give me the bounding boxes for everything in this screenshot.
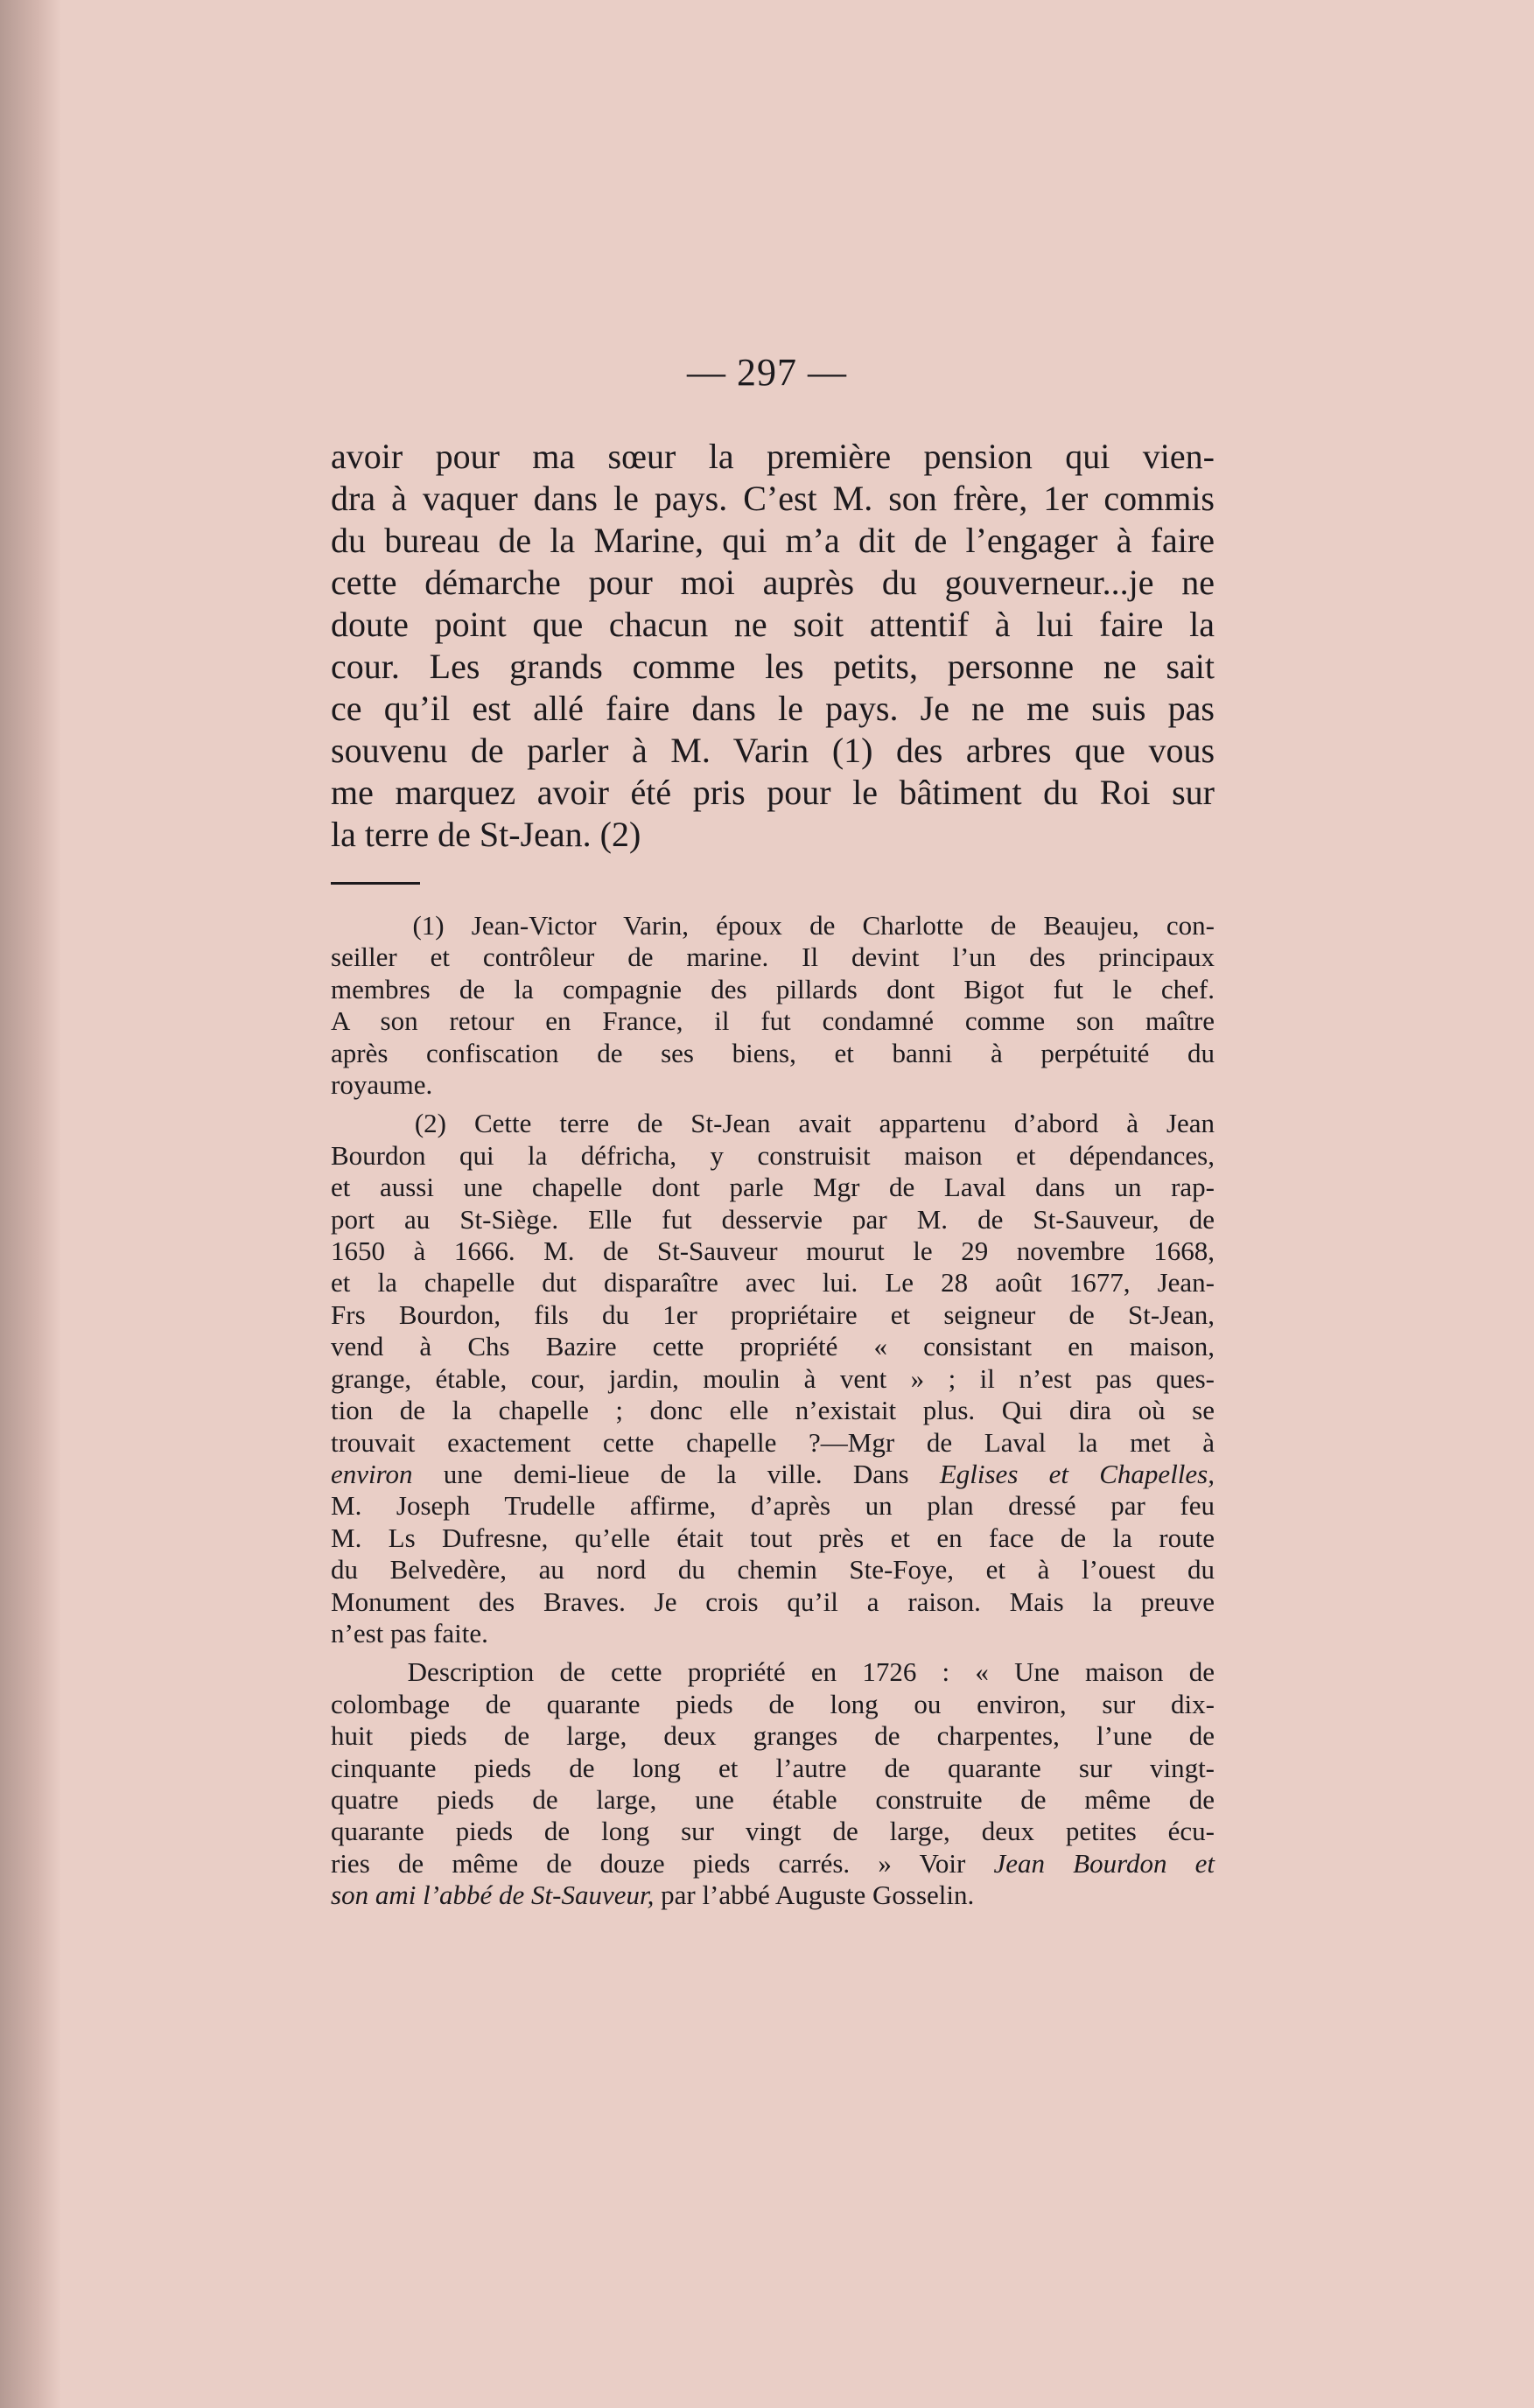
footnote-line xyxy=(331,910,1215,942)
footnote-line: et la chapelle dut disparaître avec lui. Le 28 août 1677, Jean- xyxy=(331,1267,1215,1298)
footnote-2 xyxy=(331,1108,1215,1649)
footnote-line: quatre pieds de large, une étable construite de même de xyxy=(331,1783,1215,1815)
footnote-line: quarante pieds de long sur vingt de large, deux petites écu- xyxy=(331,1816,1215,1847)
footnote-marker: (2) xyxy=(414,1108,447,1139)
footnote-line: 1650 à 1666. M. de St-Sauveur mourut le 29 novembre 1668, xyxy=(331,1236,1215,1267)
text-line: cette démarche pour moi auprès du gouverneur...je ne xyxy=(331,563,1215,602)
text-line: dra à vaquer dans le pays. C’est M. son frère, 1er commis xyxy=(331,479,1215,518)
book-title: Jean Bourdon et xyxy=(993,1847,1215,1879)
footnote-line: M. Joseph Trudelle affirme, d’après un plan dressé par feu xyxy=(331,1490,1215,1522)
footnote-line: huit pieds de large, deux granges de charpentes, l’une de xyxy=(331,1720,1215,1752)
footnote-line: trouvait exactement cette chapelle ?—Mgr de Laval la met à xyxy=(331,1426,1215,1458)
footnote-line: port au St-Siège. Elle fut desservie par M. de St-Sauveur, de xyxy=(331,1203,1215,1235)
footnote-line xyxy=(331,1108,1215,1139)
footnotes xyxy=(331,910,1215,1919)
text-line: me marquez avoir été pris pour le bâtiment du Roi sur xyxy=(331,773,1215,812)
footnote-text: ries de même de douze pieds carrés. » Voir xyxy=(331,1847,966,1879)
book-title: Eglises et Chapelles, xyxy=(939,1458,1215,1489)
footnote-text: Cette terre de St-Jean avait appartenu d’abord à Jean xyxy=(473,1108,1215,1139)
main-text xyxy=(331,436,1215,856)
text-fragment: des arbres que vous xyxy=(896,731,1215,770)
footnote-line: n’est pas faite. xyxy=(331,1617,488,1648)
footnote-line xyxy=(331,1459,1215,1490)
footnote-line: membres de la compagnie des pillards dont Bigot fut le chef. xyxy=(331,973,1215,1004)
footnote-line: A son retour en France, il fut condamné comme son maître xyxy=(331,1005,1215,1037)
footnote-text: Jean-Victor Varin, époux de Charlotte de Beaujeu, con- xyxy=(471,910,1215,941)
text-line-with-ref xyxy=(331,814,1215,856)
footnote-line xyxy=(331,1656,1215,1688)
italic-text: environ xyxy=(331,1458,413,1489)
footnote-line: seiller et contrôleur de marine. Il devint l’un des principaux xyxy=(331,942,1215,973)
footnote-text: par l’abbé Auguste Gosselin. xyxy=(654,1880,975,1911)
footnote-line: vend à Chs Bazire cette propriété « consistant en maison, xyxy=(331,1331,1215,1362)
text-line: cour. Les grands comme les petits, personne ne sait xyxy=(331,647,1215,686)
footnote-1 xyxy=(331,910,1215,1101)
footnote-marker: (1) xyxy=(412,910,445,941)
text-line: doute point que chacun ne soit attentif à lui faire la xyxy=(331,605,1215,644)
footnote-line: tion de la chapelle ; donc elle n’existait plus. Qui dira où se xyxy=(331,1395,1215,1426)
footnote-line: Frs Bourdon, fils du 1er propriétaire et seigneur de St-Jean, xyxy=(331,1298,1215,1330)
text-line: ce qu’il est allé faire dans le pays. Je ne me suis pas xyxy=(331,689,1215,728)
text-line: du bureau de la Marine, qui m’a dit de l’engager à faire xyxy=(331,521,1215,560)
book-title: son ami l’abbé de St-Sauveur, xyxy=(331,1880,655,1911)
footnote-line: Bourdon qui la défricha, y construisit maison et dépendances, xyxy=(331,1139,1215,1171)
footnote-line xyxy=(331,1880,1215,1911)
text-line-with-ref xyxy=(331,730,1215,772)
footnote-line: et aussi une chapelle dont parle Mgr de Laval dans un rap- xyxy=(331,1172,1215,1203)
footnote-line: grange, étable, cour, jardin, moulin à vent » ; il n’est pas ques- xyxy=(331,1362,1215,1394)
footnote-line: cinquante pieds de long et l’autre de quarante sur vingt- xyxy=(331,1752,1215,1783)
text-line: avoir pour ma sœur la première pension qui vien- xyxy=(331,437,1215,476)
text-fragment: souvenu de parler à M. Varin xyxy=(331,731,809,770)
footnote-line: royaume. xyxy=(331,1069,433,1101)
text-fragment: la terre de St-Jean. xyxy=(331,815,592,854)
footnote-text: Description de cette propriété en 1726 : « Une maison de xyxy=(407,1656,1215,1688)
footnote-line: Monument des Braves. Je crois qu’il a raison. Mais la preuve xyxy=(331,1586,1215,1617)
footnote-ref-1: (1) xyxy=(831,731,873,770)
footnote-ref-2: (2) xyxy=(599,815,641,854)
footnote-line: du Belvedère, au nord du chemin Ste-Foye, et à l’ouest du xyxy=(331,1554,1215,1586)
footnote-description xyxy=(331,1656,1215,1911)
footnote-line: après confiscation de ses biens, et banni à perpétuité du xyxy=(331,1037,1215,1068)
page-number: — 297 — xyxy=(687,351,847,394)
footnote-line: M. Ls Dufresne, qu’elle était tout près et en face de la route xyxy=(331,1522,1215,1553)
footnote-separator xyxy=(331,882,420,885)
footnote-text: une demi-lieue de la ville. Dans xyxy=(412,1458,940,1489)
footnote-line: colombage de quarante pieds de long ou environ, sur dix- xyxy=(331,1688,1215,1719)
footnote-line xyxy=(331,1848,1215,1880)
